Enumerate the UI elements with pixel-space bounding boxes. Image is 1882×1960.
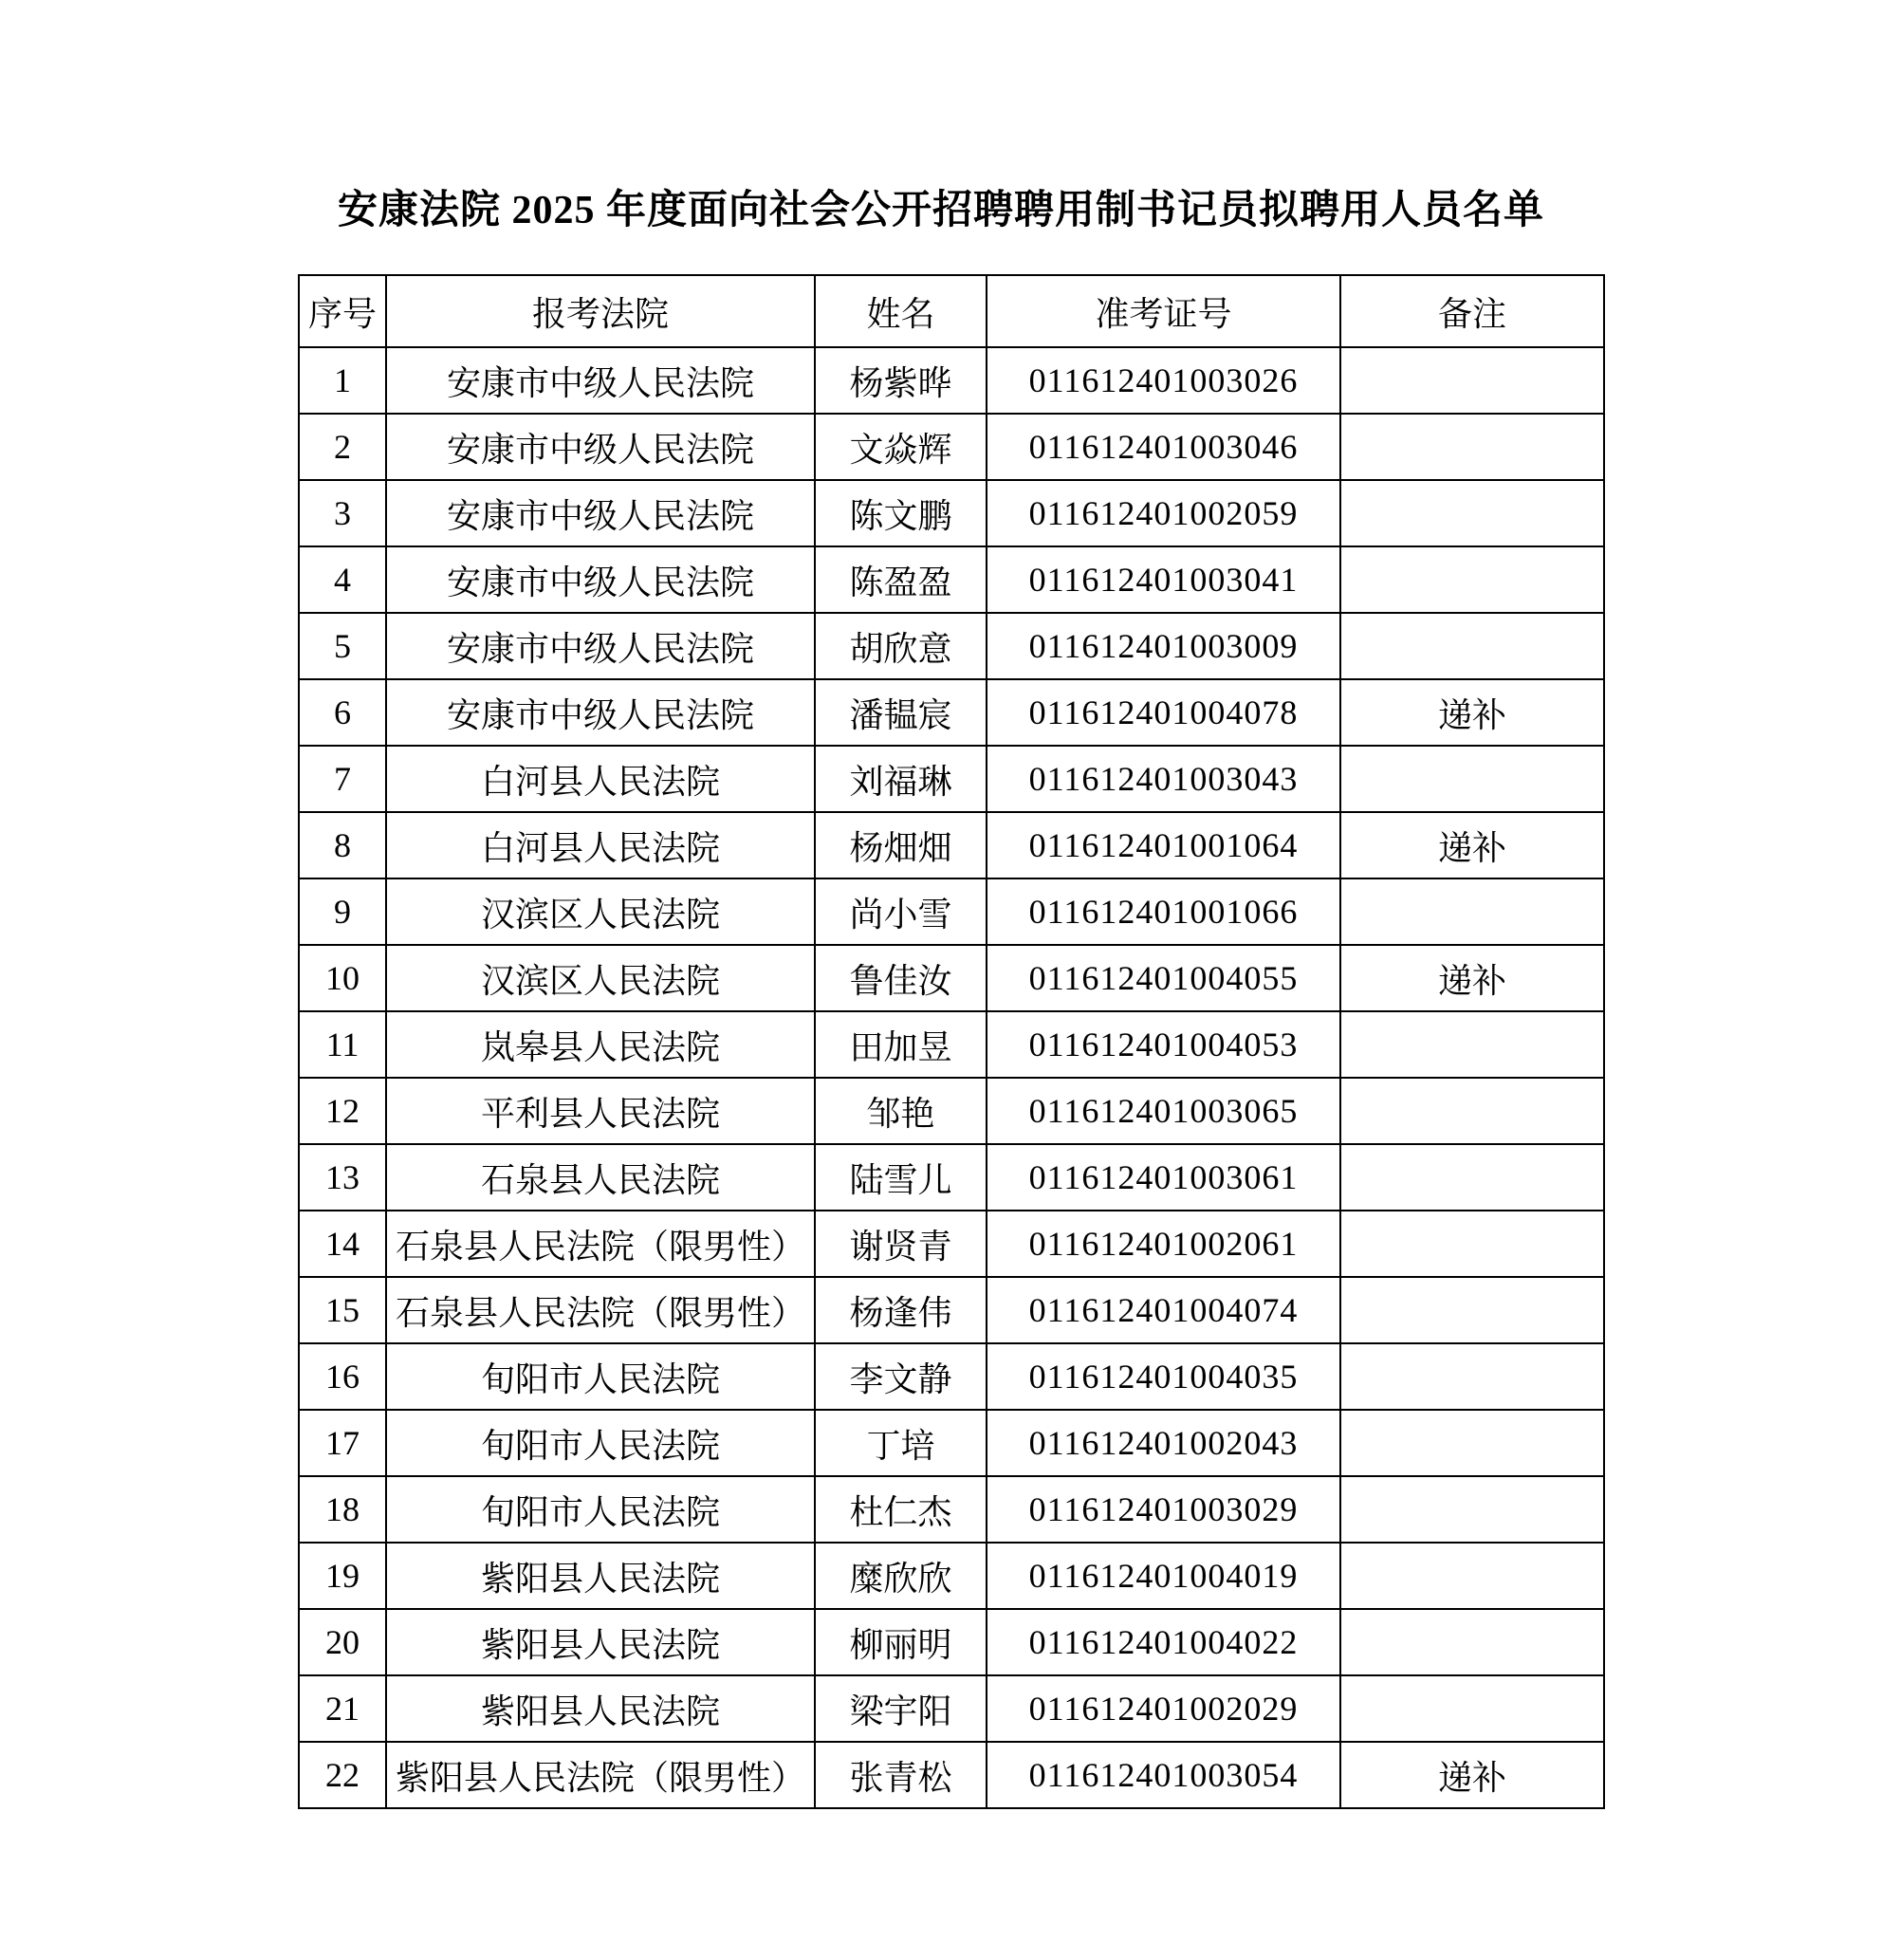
cell-remark — [1340, 1343, 1604, 1410]
table-row — [299, 1410, 1604, 1476]
cell-ticket-number: 011612401004074 — [987, 1277, 1340, 1343]
cell-court: 旬阳市人民法院 — [386, 1343, 815, 1410]
cell-name: 田加昱 — [815, 1011, 987, 1078]
cell-ticket-number: 011612401004053 — [987, 1011, 1340, 1078]
cell-name: 刘福琳 — [815, 746, 987, 812]
cell-court: 平利县人民法院 — [386, 1078, 815, 1144]
cell-ticket-number: 011612401002043 — [987, 1410, 1340, 1476]
cell-serial-number: 1 — [299, 347, 386, 414]
cell-court: 紫阳县人民法院 — [386, 1609, 815, 1675]
table-row — [299, 1543, 1604, 1609]
cell-ticket-number: 011612401003009 — [987, 613, 1340, 679]
cell-ticket-number: 011612401003061 — [987, 1144, 1340, 1211]
table-row — [299, 1675, 1604, 1742]
cell-name: 糜欣欣 — [815, 1543, 987, 1609]
cell-name: 邹艳 — [815, 1078, 987, 1144]
cell-serial-number: 20 — [299, 1609, 386, 1675]
cell-remark — [1340, 878, 1604, 945]
cell-name: 张青松 — [815, 1742, 987, 1808]
cell-serial-number: 14 — [299, 1211, 386, 1277]
cell-name: 杜仁杰 — [815, 1476, 987, 1543]
cell-ticket-number: 011612401001064 — [987, 812, 1340, 878]
cell-name: 柳丽明 — [815, 1609, 987, 1675]
cell-remark — [1340, 480, 1604, 546]
cell-name: 谢贤青 — [815, 1211, 987, 1277]
cell-serial-number: 2 — [299, 414, 386, 480]
cell-serial-number: 8 — [299, 812, 386, 878]
table-body — [299, 347, 1604, 1808]
cell-name: 陈盈盈 — [815, 546, 987, 613]
cell-ticket-number: 011612401003041 — [987, 546, 1340, 613]
cell-ticket-number: 011612401004055 — [987, 945, 1340, 1011]
cell-ticket-number: 011612401004078 — [987, 679, 1340, 746]
table-row — [299, 812, 1604, 878]
cell-court: 旬阳市人民法院 — [386, 1476, 815, 1543]
cell-court: 汉滨区人民法院 — [386, 878, 815, 945]
table-row — [299, 679, 1604, 746]
cell-ticket-number: 011612401002059 — [987, 480, 1340, 546]
table-row — [299, 1211, 1604, 1277]
table-row — [299, 414, 1604, 480]
cell-name: 李文静 — [815, 1343, 987, 1410]
cell-court: 安康市中级人民法院 — [386, 546, 815, 613]
cell-serial-number: 16 — [299, 1343, 386, 1410]
cell-court: 安康市中级人民法院 — [386, 480, 815, 546]
cell-court: 白河县人民法院 — [386, 746, 815, 812]
cell-court: 石泉县人民法院（限男性） — [386, 1277, 815, 1343]
cell-name: 潘韫宸 — [815, 679, 987, 746]
cell-ticket-number: 011612401002061 — [987, 1211, 1340, 1277]
cell-serial-number: 13 — [299, 1144, 386, 1211]
cell-ticket-number: 011612401003029 — [987, 1476, 1340, 1543]
cell-remark — [1340, 1211, 1604, 1277]
table-row — [299, 1609, 1604, 1675]
table-row — [299, 1277, 1604, 1343]
table-row — [299, 746, 1604, 812]
cell-court: 紫阳县人民法院（限男性） — [386, 1742, 815, 1808]
cell-remark — [1340, 347, 1604, 414]
cell-name: 尚小雪 — [815, 878, 987, 945]
header-cell-court: 报考法院 — [386, 275, 815, 347]
table-row — [299, 1476, 1604, 1543]
cell-serial-number: 18 — [299, 1476, 386, 1543]
cell-remark — [1340, 546, 1604, 613]
table-row — [299, 1144, 1604, 1211]
table-row — [299, 1078, 1604, 1144]
cell-serial-number: 19 — [299, 1543, 386, 1609]
cell-name: 杨紫晔 — [815, 347, 987, 414]
cell-ticket-number: 011612401002029 — [987, 1675, 1340, 1742]
cell-serial-number: 11 — [299, 1011, 386, 1078]
cell-remark — [1340, 1144, 1604, 1211]
cell-ticket-number: 011612401004035 — [987, 1343, 1340, 1410]
cell-serial-number: 6 — [299, 679, 386, 746]
table-row — [299, 878, 1604, 945]
page-title: 安康法院 2025 年度面向社会公开招聘聘用制书记员拟聘用人员名单 — [337, 189, 1544, 232]
header-cell-name: 姓名 — [815, 275, 987, 347]
table-header-row — [299, 275, 1604, 347]
cell-name: 梁宇阳 — [815, 1675, 987, 1742]
cell-name: 陆雪儿 — [815, 1144, 987, 1211]
cell-remark: 递补 — [1340, 945, 1604, 1011]
header-cell-no: 序号 — [299, 275, 386, 347]
cell-court: 紫阳县人民法院 — [386, 1543, 815, 1609]
cell-serial-number: 7 — [299, 746, 386, 812]
personnel-table — [298, 274, 1605, 1809]
cell-court: 岚皋县人民法院 — [386, 1011, 815, 1078]
table-row — [299, 347, 1604, 414]
cell-court: 安康市中级人民法院 — [386, 679, 815, 746]
cell-serial-number: 22 — [299, 1742, 386, 1808]
cell-remark — [1340, 613, 1604, 679]
cell-court: 安康市中级人民法院 — [386, 414, 815, 480]
cell-remark: 递补 — [1340, 812, 1604, 878]
cell-remark — [1340, 414, 1604, 480]
cell-remark — [1340, 1476, 1604, 1543]
cell-name: 胡欣意 — [815, 613, 987, 679]
table-row — [299, 945, 1604, 1011]
cell-name: 文焱辉 — [815, 414, 987, 480]
cell-ticket-number: 011612401003026 — [987, 347, 1340, 414]
cell-court: 白河县人民法院 — [386, 812, 815, 878]
cell-remark: 递补 — [1340, 1742, 1604, 1808]
table-row — [299, 480, 1604, 546]
table-row — [299, 1011, 1604, 1078]
cell-court: 旬阳市人民法院 — [386, 1410, 815, 1476]
cell-remark — [1340, 1011, 1604, 1078]
cell-ticket-number: 011612401003043 — [987, 746, 1340, 812]
cell-remark — [1340, 1543, 1604, 1609]
table-row — [299, 1343, 1604, 1410]
header-cell-remark: 备注 — [1340, 275, 1604, 347]
cell-serial-number: 12 — [299, 1078, 386, 1144]
cell-name: 陈文鹏 — [815, 480, 987, 546]
cell-court: 汉滨区人民法院 — [386, 945, 815, 1011]
header-cell-ticket: 准考证号 — [987, 275, 1340, 347]
table-row — [299, 613, 1604, 679]
cell-serial-number: 15 — [299, 1277, 386, 1343]
cell-serial-number: 9 — [299, 878, 386, 945]
cell-name: 杨畑畑 — [815, 812, 987, 878]
cell-remark — [1340, 1078, 1604, 1144]
cell-serial-number: 5 — [299, 613, 386, 679]
cell-serial-number: 21 — [299, 1675, 386, 1742]
cell-name: 杨逢伟 — [815, 1277, 987, 1343]
cell-ticket-number: 011612401003046 — [987, 414, 1340, 480]
cell-remark — [1340, 1675, 1604, 1742]
cell-serial-number: 10 — [299, 945, 386, 1011]
cell-court: 紫阳县人民法院 — [386, 1675, 815, 1742]
cell-serial-number: 4 — [299, 546, 386, 613]
cell-serial-number: 17 — [299, 1410, 386, 1476]
cell-remark — [1340, 1609, 1604, 1675]
table-row — [299, 546, 1604, 613]
cell-court: 石泉县人民法院 — [386, 1144, 815, 1211]
cell-court: 安康市中级人民法院 — [386, 347, 815, 414]
cell-ticket-number: 011612401003065 — [987, 1078, 1340, 1144]
cell-name: 丁培 — [815, 1410, 987, 1476]
cell-remark — [1340, 1410, 1604, 1476]
cell-remark — [1340, 746, 1604, 812]
cell-serial-number: 3 — [299, 480, 386, 546]
table-row — [299, 1742, 1604, 1808]
cell-name: 鲁佳汝 — [815, 945, 987, 1011]
cell-remark: 递补 — [1340, 679, 1604, 746]
cell-ticket-number: 011612401001066 — [987, 878, 1340, 945]
cell-remark — [1340, 1277, 1604, 1343]
cell-ticket-number: 011612401004019 — [987, 1543, 1340, 1609]
cell-court: 安康市中级人民法院 — [386, 613, 815, 679]
cell-ticket-number: 011612401003054 — [987, 1742, 1340, 1808]
cell-ticket-number: 011612401004022 — [987, 1609, 1340, 1675]
cell-court: 石泉县人民法院（限男性） — [386, 1211, 815, 1277]
